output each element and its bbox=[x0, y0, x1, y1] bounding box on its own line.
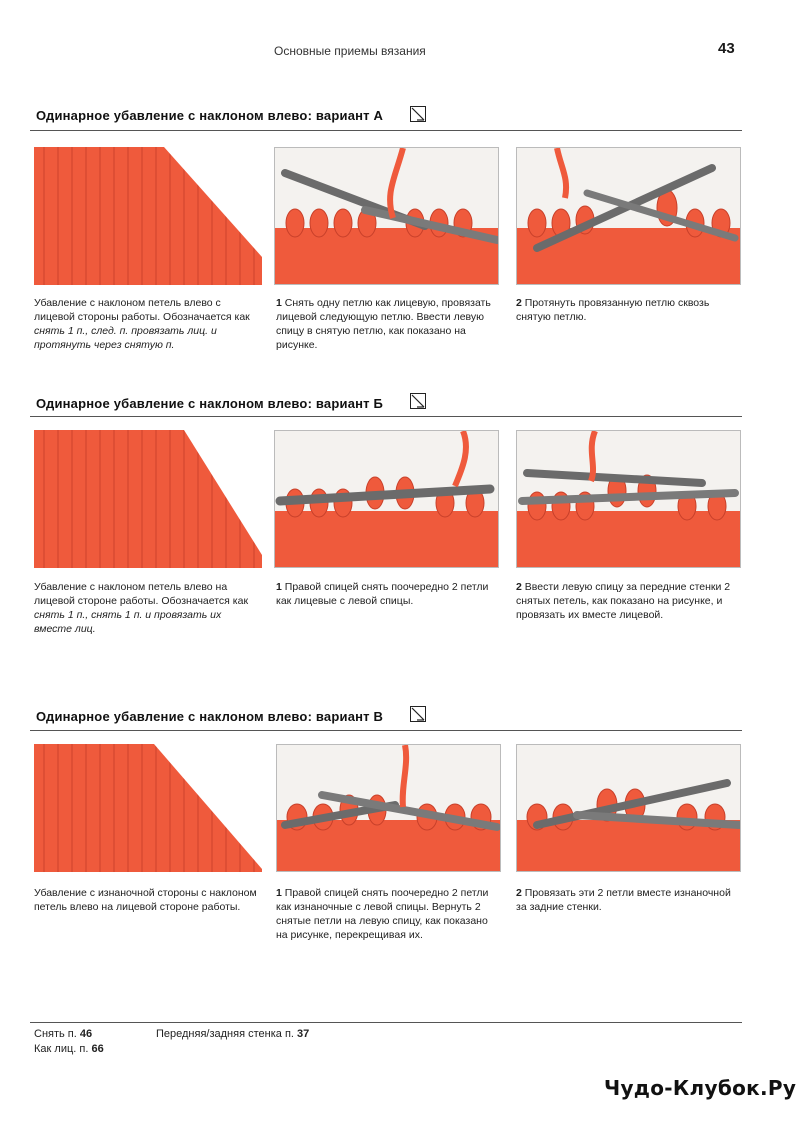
section-b-swatch-photo bbox=[34, 430, 262, 568]
section-b-title: Одинарное убавление с наклоном влево: вариант Б bbox=[36, 396, 384, 411]
diagram-symbol-icon bbox=[410, 706, 426, 722]
section-a-step1-text: Снять одну петлю как лицевую, провязать лицевой следующую петлю. Ввести левую спицу в снятую петлю, как показано на рисунке. bbox=[276, 297, 491, 351]
site-watermark: Чудо-Клубок.Ру bbox=[604, 1076, 797, 1100]
section-b-step1-illustration bbox=[274, 430, 499, 568]
section-v-step2-caption bbox=[516, 886, 742, 914]
section-b-step2-caption bbox=[516, 580, 742, 622]
section-a-step2-illustration bbox=[516, 147, 741, 285]
footer-ref-2 bbox=[34, 1043, 104, 1055]
footer-ref-label: Передняя/задняя стенка п. bbox=[156, 1028, 294, 1040]
section-v-swatch-photo bbox=[34, 744, 262, 872]
page-number: 43 bbox=[718, 40, 735, 57]
section-v-step1-caption bbox=[276, 886, 502, 942]
step-number: 1 bbox=[276, 887, 282, 899]
section-v-step2-illustration bbox=[516, 744, 741, 872]
section-a-caption bbox=[34, 296, 262, 352]
section-b-caption bbox=[34, 580, 262, 636]
section-a-step1-caption bbox=[276, 296, 502, 352]
footer-rule bbox=[30, 1022, 742, 1023]
section-a-rule bbox=[30, 130, 742, 131]
section-v-title: Одинарное убавление с наклоном влево: вариант В bbox=[36, 709, 384, 724]
section-a-caption-plain: Убавление с наклоном петель влево с лицевой стороны работы. Обозначается как bbox=[34, 297, 250, 323]
footer-ref-page: 37 bbox=[297, 1028, 310, 1040]
section-b-caption-notation: снять 1 п., снять 1 п. и провязать их вместе лиц. bbox=[34, 609, 222, 635]
section-a-step2-text: Протянуть провязанную петлю сквозь снятую петлю. bbox=[516, 297, 710, 323]
section-v-caption-plain: Убавление с изнаночной стороны с наклоном петель влево на лицевой стороне работы. bbox=[34, 887, 257, 913]
section-b-step2-illustration bbox=[516, 430, 741, 568]
footer-ref-1 bbox=[34, 1028, 92, 1040]
section-a-swatch-photo bbox=[34, 147, 262, 285]
footer-ref-3 bbox=[156, 1028, 309, 1040]
section-b-caption-plain: Убавление с наклоном петель влево на лицевой стороне работы. Обозначается как bbox=[34, 581, 249, 607]
running-title: Основные приемы вязания bbox=[274, 44, 426, 58]
section-b-rule bbox=[30, 416, 742, 417]
section-v-step2-text: Провязать эти 2 петли вместе изнаночной за задние стенки. bbox=[516, 887, 731, 913]
step-number: 1 bbox=[276, 581, 282, 593]
section-b-step1-text: Правой спицей снять поочередно 2 петли как лицевые с левой спицы. bbox=[276, 581, 489, 607]
section-a-title: Одинарное убавление с наклоном влево: вариант А bbox=[36, 108, 384, 123]
footer-ref-label: Как лиц. п. bbox=[34, 1043, 89, 1055]
section-a-step2-caption bbox=[516, 296, 742, 324]
diagram-symbol-icon bbox=[410, 393, 426, 409]
section-b-step2-text: Ввести левую спицу за передние стенки 2 снятых петель, как показано на рисунке, и провязать их вместе лицевой. bbox=[516, 581, 731, 621]
diagram-symbol-icon bbox=[410, 106, 426, 122]
footer-ref-page: 66 bbox=[91, 1043, 104, 1055]
section-a-caption-notation: снять 1 п., след. п. провязать лиц. и протянуть через снятую п. bbox=[34, 325, 217, 351]
footer-ref-page: 46 bbox=[79, 1028, 93, 1040]
section-v-rule bbox=[30, 730, 742, 731]
section-v-step1-text: Правой спицей снять поочередно 2 петли как изнаночные с левой спицы. Вернуть 2 снятые петли на левую спицу, как показано на рисунке, перекрещивая их. bbox=[276, 887, 489, 941]
step-number: 1 bbox=[276, 297, 282, 309]
section-v-caption bbox=[34, 886, 262, 914]
step-number: 2 bbox=[516, 887, 522, 899]
section-v-step1-illustration bbox=[276, 744, 501, 872]
section-b-step1-caption bbox=[276, 580, 502, 608]
footer-ref-label: Снять п. bbox=[34, 1028, 77, 1040]
step-number: 2 bbox=[516, 581, 522, 593]
section-a-step1-illustration bbox=[274, 147, 499, 285]
step-number: 2 bbox=[516, 297, 522, 309]
